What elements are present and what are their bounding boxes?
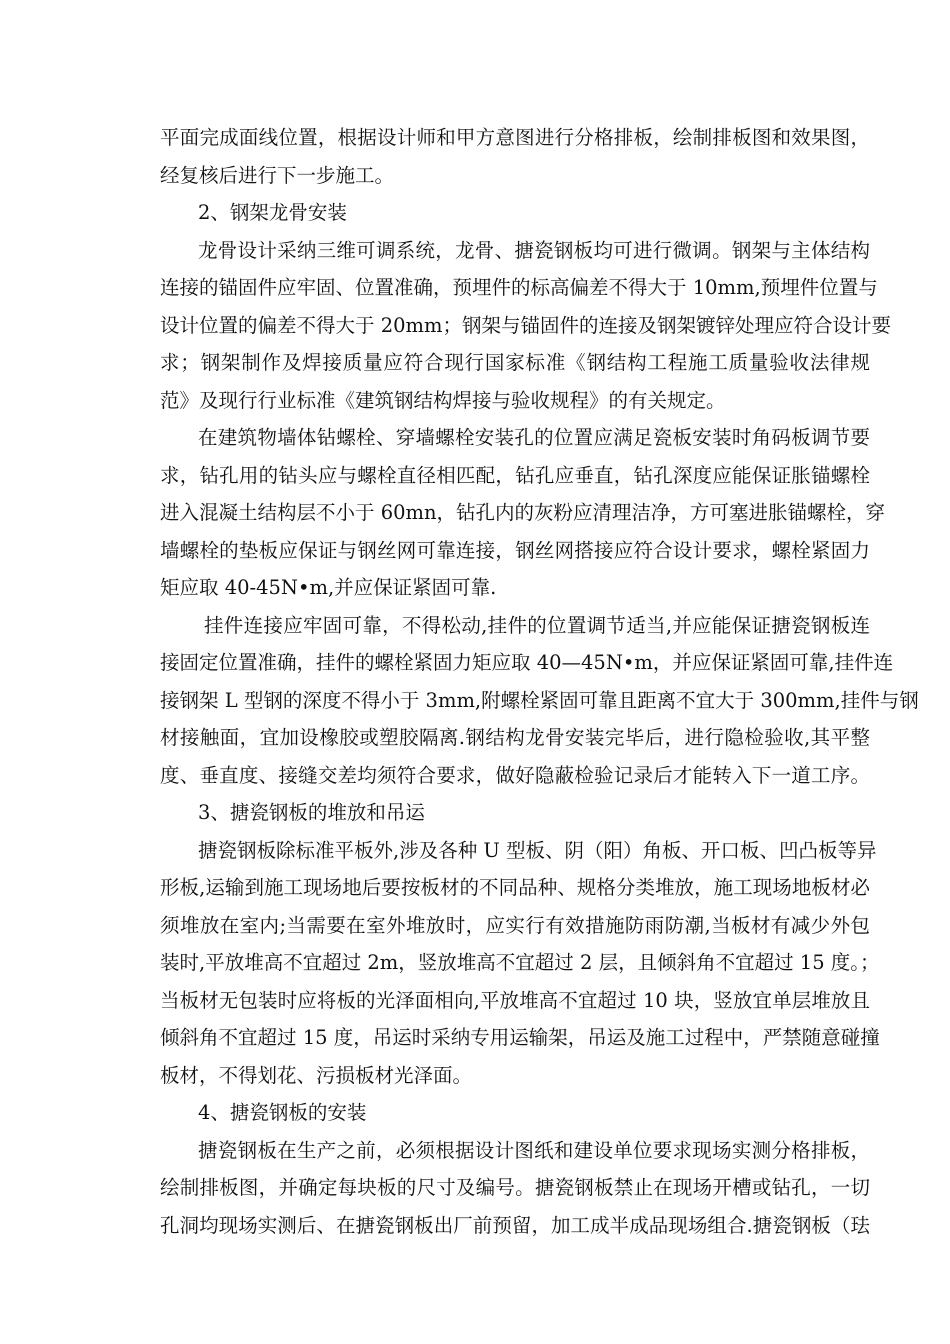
text-line: 龙骨设计采纳三维可调系统，龙骨、搪瓷钢板均可进行微调。钢架与主体结构 xyxy=(198,239,870,262)
text-line: 度、垂直度、接缝交差均须符合要求，做好隐蔽检验记录后才能转入下一道工序。 xyxy=(160,764,870,787)
text-line: 板材，不得划花、污损板材光泽面。 xyxy=(160,1064,473,1087)
text-line: 形板,运输到施工现场地后要按板材的不同品种、规格分类堆放，施工现场地板材必 xyxy=(160,876,870,899)
text-line: 墙螺栓的垫板应保证与钢丝网可靠连接，钢丝网搭接应符合设计要求，螺栓紧固力 xyxy=(160,539,870,562)
section-heading: 2、钢架龙骨安装 xyxy=(198,201,347,224)
text-line: 装时,平放堆高不宜超过 2m，竖放堆高不宜超过 2 层，且倾斜角不宜超过 15 度。； xyxy=(160,951,880,974)
text-line: 当板材无包装时应将板的光泽面相向,平放堆高不宜超过 10 块，竖放宜单层堆放且 xyxy=(160,989,870,1012)
text-line: 连接的锚固件应牢固、位置准确，预埋件的标高偏差不得大于 10mm,预埋件位置与 xyxy=(160,276,878,299)
text-line: 搪瓷钢板在生产之前，必须根据设计图纸和建设单位要求现场实测分格排板， xyxy=(198,1139,870,1162)
text-line: 范》及现行行业标准《建筑钢结构焊接与验收规程》的有关规定。 xyxy=(160,389,726,412)
text-line: 设计位置的偏差不得大于 20mm；钢架与锚固件的连接及钢架镀锌处理应符合设计要 xyxy=(160,314,891,337)
section-heading: 3、搪瓷钢板的堆放和吊运 xyxy=(198,801,425,824)
text-line: 求；钢架制作及焊接质量应符合现行国家标准《钢结构工程施工质量验收法律规 xyxy=(160,351,870,374)
text-line: 绘制排板图，并确定每块板的尺寸及编号。搪瓷钢板禁止在现场开槽或钻孔，一切 xyxy=(160,1176,870,1199)
text-line: 经复核后进行下一步施工。 xyxy=(160,164,395,187)
text-line: 倾斜角不宜超过 15 度，吊运时采纳专用运输架，吊运及施工过程中，严禁随意碰撞 xyxy=(160,1026,880,1049)
text-line: 材接触面，宜加设橡胶或塑胶隔离.钢结构龙骨安装完毕后，进行隐检验收,其平整 xyxy=(160,726,870,749)
text-line: 矩应取 40-45N•m,并应保证紧固可靠. xyxy=(160,576,497,599)
text-line: 孔洞均现场实测后、在搪瓷钢板出厂前预留，加工成半成品现场组合.搪瓷钢板（珐 xyxy=(160,1214,870,1237)
text-line: 搪瓷钢板除标准平板外,涉及各种 U 型板、阴（阳）角板、开口板、凹凸板等异 xyxy=(198,839,877,862)
text-line: 在建筑物墙体钻螺栓、穿墙螺栓安装孔的位置应满足瓷板安装时角码板调节要 xyxy=(198,426,870,449)
text-line: 挂件连接应牢固可靠，不得松动,挂件的位置调节适当,并应能保证搪瓷钢板连 xyxy=(204,614,870,637)
text-line: 求，钻孔用的钻头应与螺栓直径相匹配，钻孔应垂直，钻孔深度应能保证胀锚螺栓 xyxy=(160,464,870,487)
text-line: 进入混凝土结构层不小于 60mn，钻孔内的灰粉应清理洁净，方可塞进胀锚螺栓，穿 xyxy=(160,501,886,524)
section-heading: 4、搪瓷钢板的安装 xyxy=(198,1101,367,1124)
text-line: 接钢架 L 型钢的深度不得小于 3mm,附螺栓紧固可靠且距离不宜大于 300mm,挂件与钢 xyxy=(160,689,919,712)
text-line: 须堆放在室内;当需要在室外堆放时，应实行有效措施防雨防潮,当板材有减少外包 xyxy=(160,914,870,937)
text-line: 接固定位置准确，挂件的螺栓紧固力矩应取 40—45N•m，并应保证紧固可靠,挂件连 xyxy=(160,651,894,674)
text-line: 平面完成面线位置，根据设计师和甲方意图进行分格排板，绘制排板图和效果图， xyxy=(160,126,870,149)
